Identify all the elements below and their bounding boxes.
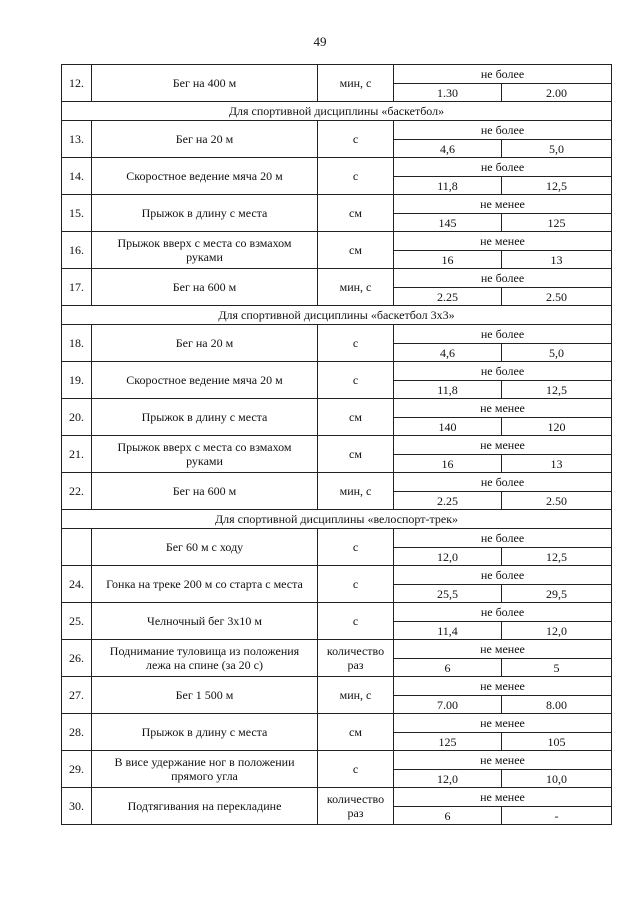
test-name: Скоростное ведение мяча 20 м bbox=[92, 362, 318, 399]
test-number: 21. bbox=[62, 436, 92, 473]
table-row bbox=[62, 269, 612, 288]
condition: не менее bbox=[394, 677, 612, 696]
condition: не менее bbox=[394, 751, 612, 770]
unit: мин, с bbox=[318, 677, 394, 714]
test-number: 30. bbox=[62, 788, 92, 825]
value-2: 2.50 bbox=[502, 288, 612, 306]
table-row bbox=[62, 399, 612, 418]
condition: не более bbox=[394, 529, 612, 548]
table-row bbox=[62, 121, 612, 140]
test-name: Прыжок в длину с места bbox=[92, 714, 318, 751]
condition: не менее bbox=[394, 640, 612, 659]
value-2: 12,5 bbox=[502, 548, 612, 566]
table-row bbox=[62, 362, 612, 381]
unit: с bbox=[318, 566, 394, 603]
test-name: Бег 60 м с ходу bbox=[92, 529, 318, 566]
condition: не более bbox=[394, 603, 612, 622]
test-name: Подтягивания на перекладине bbox=[92, 788, 318, 825]
standards-table bbox=[61, 64, 612, 825]
value-2: 5 bbox=[502, 659, 612, 677]
test-name: Бег на 600 м bbox=[92, 473, 318, 510]
value-1: 6 bbox=[394, 807, 502, 825]
value-2: 125 bbox=[502, 214, 612, 232]
test-name: Прыжок в длину с места bbox=[92, 195, 318, 232]
condition: не более bbox=[394, 65, 612, 84]
value-1: 6 bbox=[394, 659, 502, 677]
test-name: Прыжок в длину с места bbox=[92, 399, 318, 436]
value-1: 12,0 bbox=[394, 770, 502, 788]
value-1: 145 bbox=[394, 214, 502, 232]
unit: мин, с bbox=[318, 473, 394, 510]
value-1: 11,8 bbox=[394, 381, 502, 399]
test-number: 25. bbox=[62, 603, 92, 640]
test-name: Бег на 400 м bbox=[92, 65, 318, 102]
table-row bbox=[62, 566, 612, 585]
condition: не менее bbox=[394, 714, 612, 733]
table-row bbox=[62, 473, 612, 492]
table-row bbox=[62, 436, 612, 455]
table-row bbox=[62, 158, 612, 177]
unit: с bbox=[318, 362, 394, 399]
value-2: 10,0 bbox=[502, 770, 612, 788]
value-2: 5,0 bbox=[502, 140, 612, 158]
condition: не более bbox=[394, 566, 612, 585]
value-2: 5,0 bbox=[502, 344, 612, 362]
section-title: Для спортивной дисциплины «баскетбол» bbox=[62, 102, 612, 121]
test-name: Прыжок вверх с места со взмахом руками bbox=[92, 436, 318, 473]
table-row bbox=[62, 65, 612, 84]
value-1: 16 bbox=[394, 251, 502, 269]
value-1: 12,0 bbox=[394, 548, 502, 566]
test-name: Гонка на треке 200 м со старта с места bbox=[92, 566, 318, 603]
condition: не более bbox=[394, 325, 612, 344]
unit: см bbox=[318, 714, 394, 751]
test-name: Бег на 20 м bbox=[92, 121, 318, 158]
value-2: - bbox=[502, 807, 612, 825]
table-row bbox=[62, 788, 612, 807]
condition: не менее bbox=[394, 436, 612, 455]
table-row bbox=[62, 751, 612, 770]
value-1: 2.25 bbox=[394, 288, 502, 306]
condition: не более bbox=[394, 158, 612, 177]
table-row bbox=[62, 325, 612, 344]
test-name: Бег на 20 м bbox=[92, 325, 318, 362]
condition: не менее bbox=[394, 399, 612, 418]
unit: с bbox=[318, 529, 394, 566]
unit: с bbox=[318, 603, 394, 640]
test-number: 14. bbox=[62, 158, 92, 195]
condition: не менее bbox=[394, 195, 612, 214]
value-1: 11,8 bbox=[394, 177, 502, 195]
value-1: 11,4 bbox=[394, 622, 502, 640]
value-2: 12,5 bbox=[502, 381, 612, 399]
unit: с bbox=[318, 121, 394, 158]
test-number: 12. bbox=[62, 65, 92, 102]
section-title: Для спортивной дисциплины «велоспорт-трек» bbox=[62, 510, 612, 529]
unit: см bbox=[318, 436, 394, 473]
condition: не более bbox=[394, 473, 612, 492]
value-1: 4,6 bbox=[394, 140, 502, 158]
unit: см bbox=[318, 195, 394, 232]
section-row bbox=[62, 102, 612, 121]
section-row bbox=[62, 510, 612, 529]
test-number: 15. bbox=[62, 195, 92, 232]
value-2: 12,0 bbox=[502, 622, 612, 640]
test-number bbox=[62, 529, 92, 566]
unit: см bbox=[318, 399, 394, 436]
value-2: 8.00 bbox=[502, 696, 612, 714]
condition: не более bbox=[394, 362, 612, 381]
test-name: Поднимание туловища из положения лежа на спине (за 20 с) bbox=[92, 640, 318, 677]
value-1: 2.25 bbox=[394, 492, 502, 510]
table-row bbox=[62, 677, 612, 696]
page-number: 49 bbox=[313, 34, 327, 49]
unit: с bbox=[318, 751, 394, 788]
test-number: 16. bbox=[62, 232, 92, 269]
value-1: 1.30 bbox=[394, 84, 502, 102]
value-1: 7.00 bbox=[394, 696, 502, 714]
table-row bbox=[62, 195, 612, 214]
value-1: 25,5 bbox=[394, 585, 502, 603]
test-number: 19. bbox=[62, 362, 92, 399]
unit: с bbox=[318, 325, 394, 362]
value-2: 120 bbox=[502, 418, 612, 436]
value-1: 140 bbox=[394, 418, 502, 436]
test-number: 28. bbox=[62, 714, 92, 751]
test-number: 29. bbox=[62, 751, 92, 788]
test-number: 24. bbox=[62, 566, 92, 603]
unit: количество раз bbox=[318, 788, 394, 825]
unit: мин, с bbox=[318, 269, 394, 306]
value-1: 125 bbox=[394, 733, 502, 751]
test-name: Бег 1 500 м bbox=[92, 677, 318, 714]
value-2: 2.00 bbox=[502, 84, 612, 102]
test-number: 26. bbox=[62, 640, 92, 677]
value-2: 105 bbox=[502, 733, 612, 751]
table-row bbox=[62, 529, 612, 548]
condition: не менее bbox=[394, 788, 612, 807]
test-name: Скоростное ведение мяча 20 м bbox=[92, 158, 318, 195]
condition: не менее bbox=[394, 232, 612, 251]
value-2: 13 bbox=[502, 251, 612, 269]
value-1: 4,6 bbox=[394, 344, 502, 362]
condition: не более bbox=[394, 121, 612, 140]
test-number: 13. bbox=[62, 121, 92, 158]
value-2: 29,5 bbox=[502, 585, 612, 603]
test-name: Челночный бег 3х10 м bbox=[92, 603, 318, 640]
test-number: 27. bbox=[62, 677, 92, 714]
section-row bbox=[62, 306, 612, 325]
section-title: Для спортивной дисциплины «баскетбол 3х3» bbox=[62, 306, 612, 325]
test-number: 20. bbox=[62, 399, 92, 436]
table-row bbox=[62, 714, 612, 733]
value-2: 12,5 bbox=[502, 177, 612, 195]
unit: мин, с bbox=[318, 65, 394, 102]
value-2: 13 bbox=[502, 455, 612, 473]
test-name: В висе удержание ног в положении прямого угла bbox=[92, 751, 318, 788]
value-1: 16 bbox=[394, 455, 502, 473]
unit: см bbox=[318, 232, 394, 269]
value-2: 2.50 bbox=[502, 492, 612, 510]
test-number: 22. bbox=[62, 473, 92, 510]
unit: количество раз bbox=[318, 640, 394, 677]
test-number: 18. bbox=[62, 325, 92, 362]
condition: не более bbox=[394, 269, 612, 288]
table-row bbox=[62, 232, 612, 251]
table-row bbox=[62, 640, 612, 659]
test-number: 17. bbox=[62, 269, 92, 306]
unit: с bbox=[318, 158, 394, 195]
test-name: Бег на 600 м bbox=[92, 269, 318, 306]
table-row bbox=[62, 603, 612, 622]
test-name: Прыжок вверх с места со взмахом руками bbox=[92, 232, 318, 269]
